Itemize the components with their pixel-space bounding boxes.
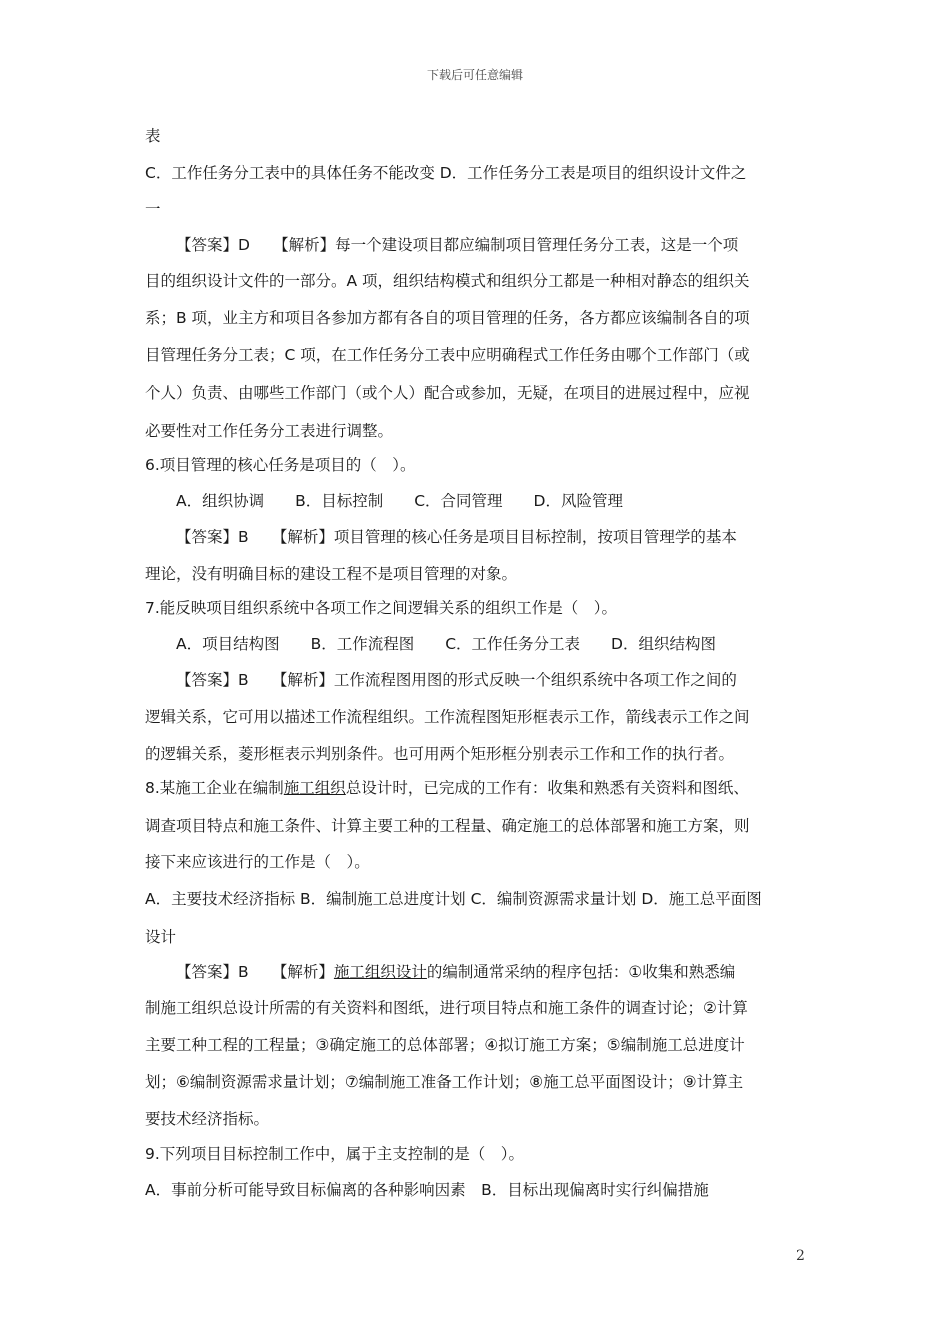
underlined-term: 施工组织设计	[333, 963, 427, 981]
options-8: A．主要技术经济指标 B．编制施工总进度计划 C．编制资源需求量计划 D．施工总平面图	[145, 890, 762, 908]
text-line: 的逻辑关系，菱形框表示判别条件。也可用两个矩形框分别表示工作和工作的执行者。	[145, 745, 735, 763]
text-fragment: 8.某施工企业在编制	[145, 779, 284, 797]
text-line: 个人）负责、由哪些工作部门（或个人）配合或参加，无疑，在项目的进展过程中，应视	[145, 384, 750, 402]
question-6: 6.项目管理的核心任务是项目的（ ）。	[145, 456, 416, 474]
text-line: 接下来应该进行的工作是（ ）。	[145, 853, 370, 871]
answer-line: 【答案】B 【解析】项目管理的核心任务是项目目标控制，按项目管理学的基本	[176, 528, 737, 546]
question-9: 9.下列项目目标控制工作中，属于主支控制的是（ ）。	[145, 1145, 525, 1163]
text-fragment: 的编制通常采纳的程序包括：①收集和熟悉编	[426, 963, 736, 981]
text-line: 调查项目特点和施工条件、计算主要工种的工程量、确定施工的总体部署和施工方案，则	[145, 817, 750, 835]
text-line: 制施工组织总设计所需的有关资料和图纸，进行项目特点和施工条件的调查讨论；②计算	[145, 999, 748, 1017]
text-fragment: 总设计时，已完成的工作有：收集和熟悉有关资料和图纸、	[345, 779, 749, 797]
text-fragment: 【答案】B 【解析】	[176, 963, 334, 981]
question-7: 7.能反映项目组织系统中各项工作之间逻辑关系的组织工作是（ ）。	[145, 599, 618, 617]
question-8	[145, 778, 749, 798]
text-line: 表	[145, 127, 161, 145]
text-line: 逻辑关系，它可用以描述工作流程组织。工作流程图矩形框表示工作，箭线表示工作之间	[145, 708, 750, 726]
text-line: 划；⑥编制资源需求量计划；⑦编制施工准备工作计划；⑧施工总平面图设计；⑨计算主	[145, 1073, 744, 1091]
underlined-term: 施工组织	[283, 779, 346, 797]
answer-line: 【答案】D 【解析】每一个建设项目都应编制项目管理任务分工表，这是一个项	[176, 236, 739, 254]
text-line: 要技术经济指标。	[145, 1110, 270, 1128]
text-line: 一	[145, 200, 161, 218]
page-header: 下载后可任意编辑	[426, 68, 523, 82]
answer-line	[176, 962, 735, 982]
text-line: 理论，没有明确目标的建设工程不是项目管理的对象。	[145, 565, 518, 583]
text-line: 目的组织设计文件的一部分。A 项，组织结构模式和组织分工都是一种相对静态的组织关	[145, 272, 750, 290]
options-6: A．组织协调 B．目标控制 C．合同管理 D．风险管理	[176, 492, 623, 510]
text-line: 系；B 项，业主方和项目各参加方都有各自的项目管理的任务，各方都应该编制各自的项	[145, 309, 750, 327]
answer-line: 【答案】B 【解析】工作流程图用图的形式反映一个组织系统中各项工作之间的	[176, 671, 737, 689]
page-number: 2	[796, 1248, 805, 1264]
options-7: A．项目结构图 B．工作流程图 C．工作任务分工表 D．组织结构图	[176, 635, 716, 653]
text-line: 主要工种工程的工程量；③确定施工的总体部署；④拟订施工方案；⑤编制施工总进度计	[145, 1036, 745, 1054]
options-9: A．事前分析可能导致目标偏离的各种影响因素 B．目标出现偏离时实行纠偏措施	[145, 1181, 709, 1199]
text-line: 目管理任务分工表；C 项，在工作任务分工表中应明确程式工作任务由哪个工作部门（或	[145, 346, 750, 364]
text-line: C．工作任务分工表中的具体任务不能改变 D．工作任务分工表是项目的组织设计文件之	[145, 164, 747, 182]
text-line: 必要性对工作任务分工表进行调整。	[145, 422, 394, 440]
text-line: 设计	[145, 928, 177, 946]
